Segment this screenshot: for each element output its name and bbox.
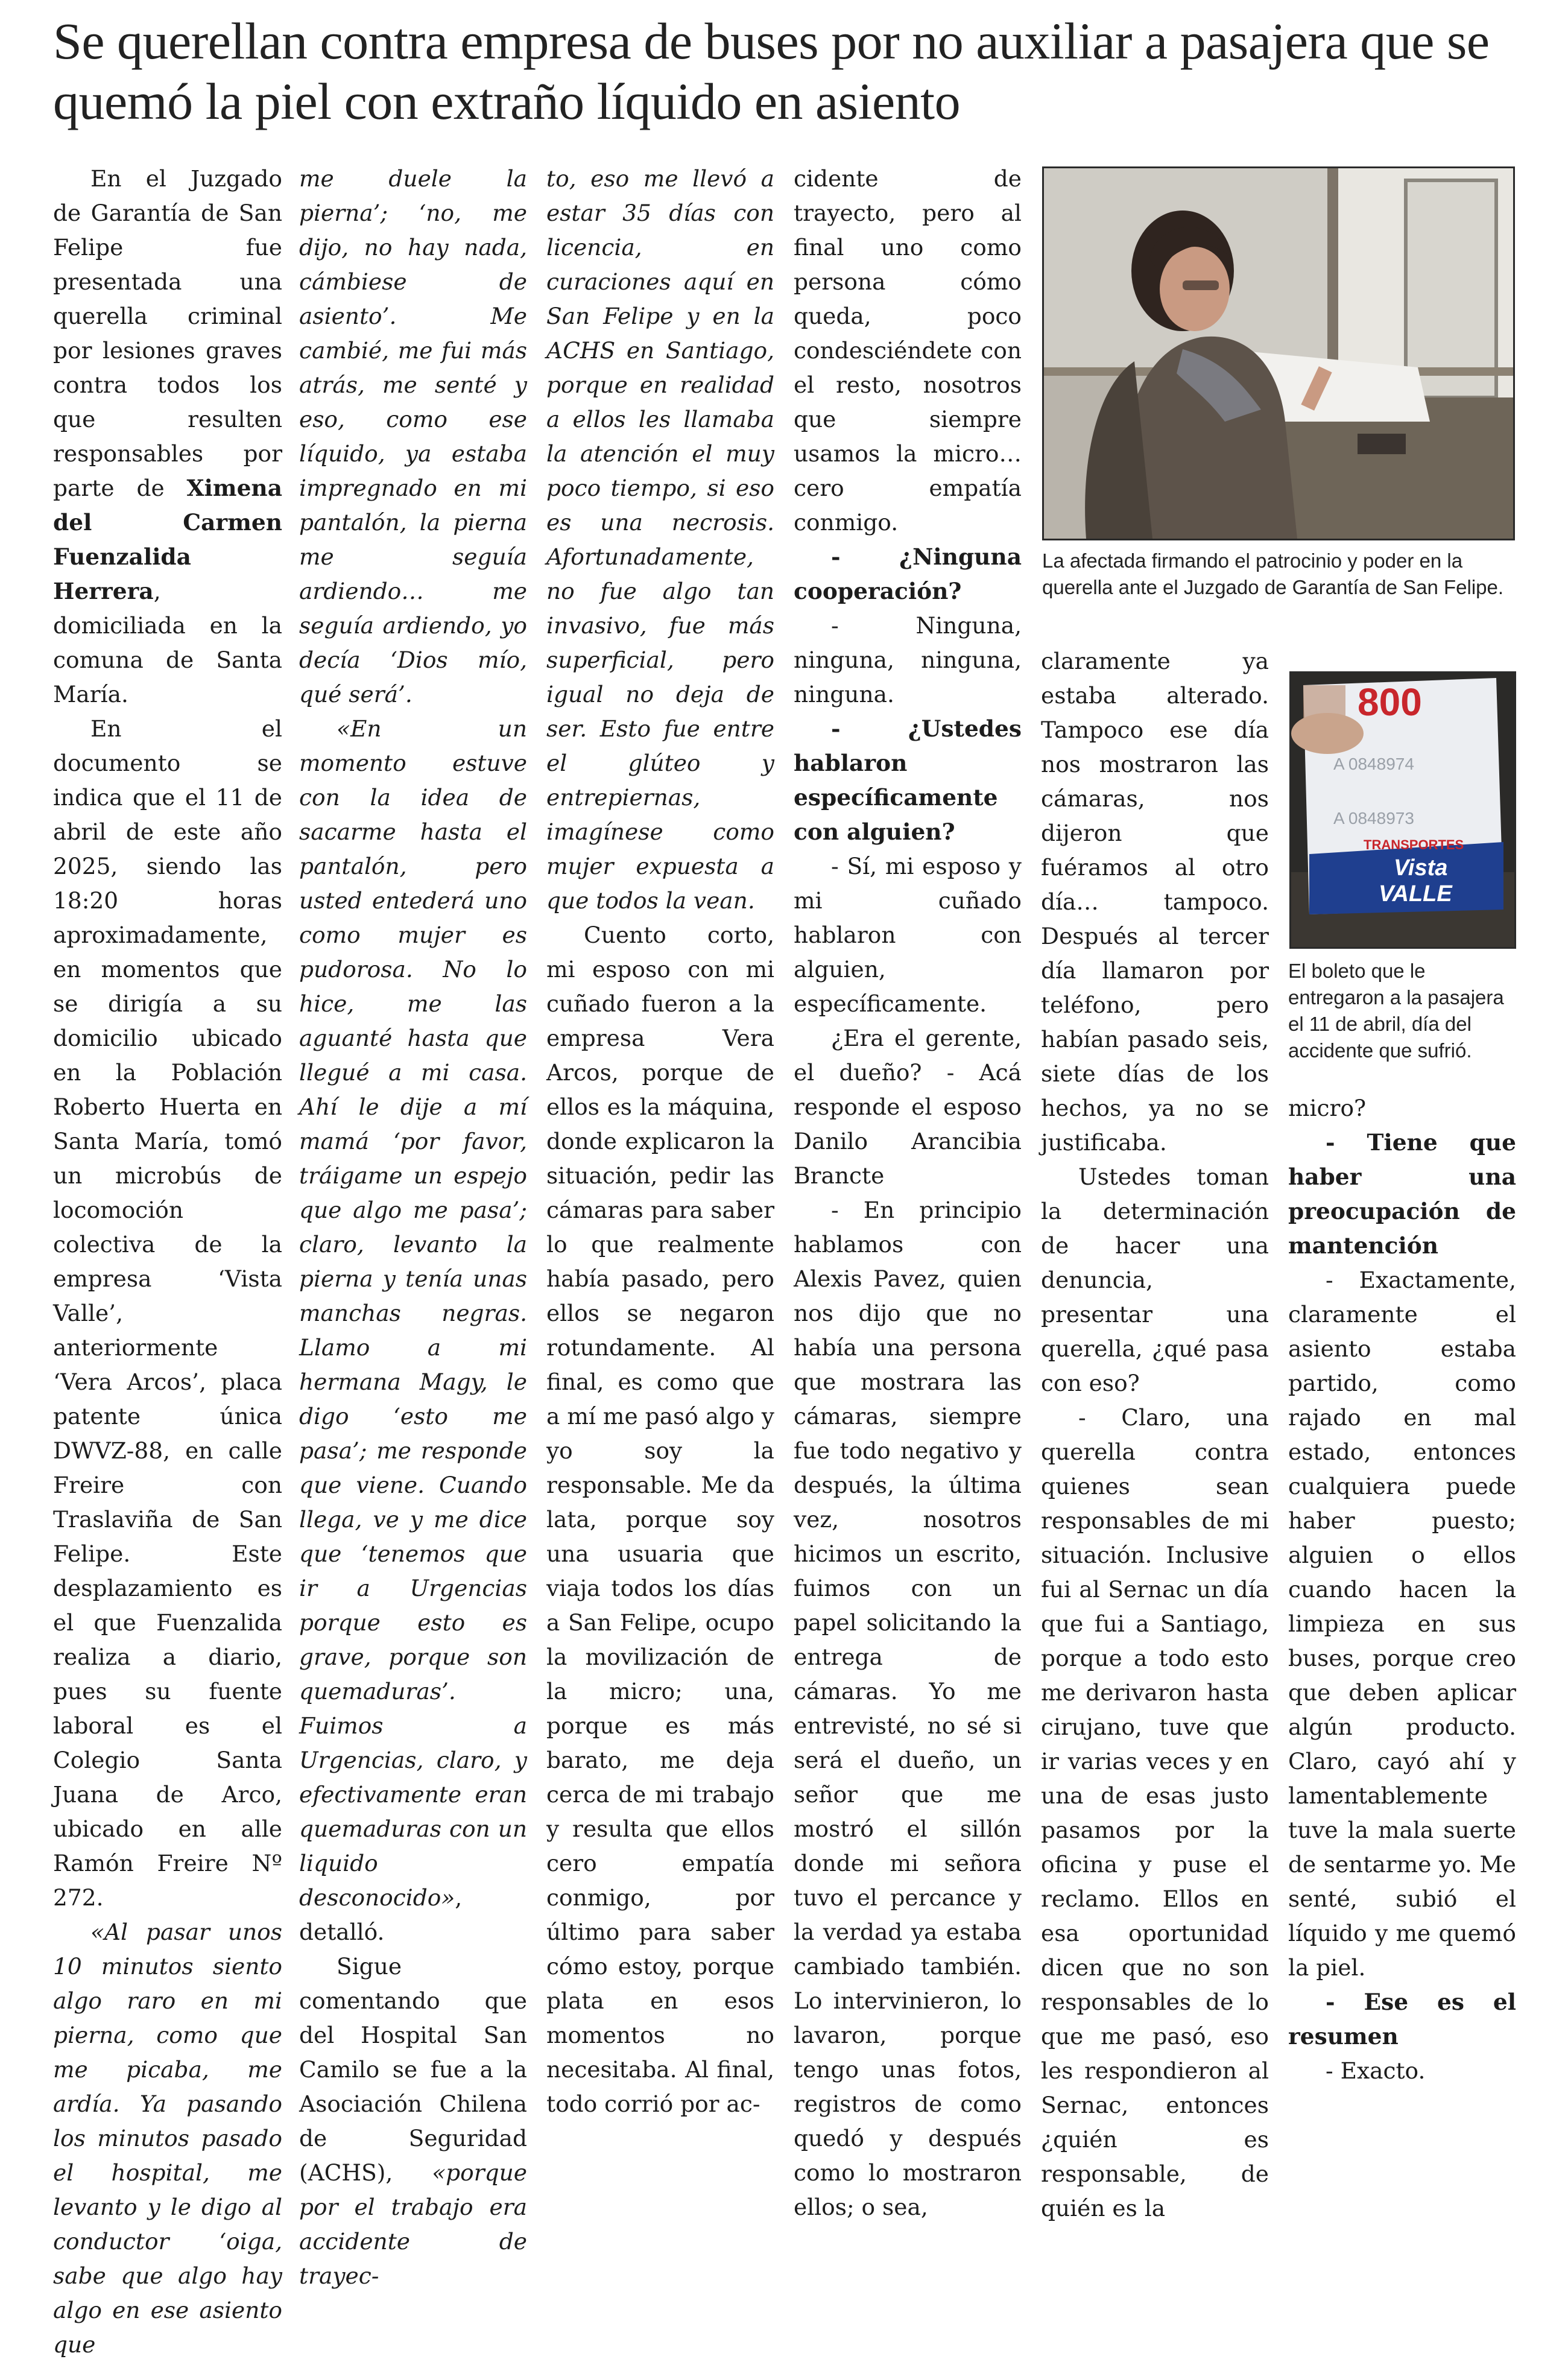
- ticket-brand: Vista: [1394, 855, 1448, 881]
- photo-woman-signing: [1042, 166, 1515, 540]
- article-column-1: [53, 162, 282, 2362]
- interview-question: - Ese es el resumen: [1288, 1989, 1516, 2050]
- article-column-4: [794, 162, 1022, 2224]
- quote-paragraph: «En un momento estuve con la idea de sacarme hasta el pantalón, pero usted entederá uno como mujer es pudorosa. No lo hice, me las aguanté hasta que llegué a mi casa. Ahí le dije a mí mamá ‘por favor, tráigame un espejo que algo me pasa’; claro, levanto la pierna y tenía unas manchas negras. Llamo a mi hermana Magy, le digo ‘esto me pasa’; me responde que viene. Cuando llega, ve y me dice que ‘tenemos que ir a Urgencias porque esto es grave, porque son quemaduras’. Fuimos a Urgencias, claro, y efectivamente eran quemaduras con un liquido desconocido», detalló.: [299, 715, 527, 1945]
- paragraph: cidente de trayecto, pero al final uno como persona cómo queda, poco condesciéndete con el resto, nosotros que siempre usamos la micro… cero empatía conmigo.: [794, 165, 1022, 536]
- ticket-number: A 0848973: [1333, 809, 1414, 828]
- paragraph: - Exactamente, claramente el asiento estaba partido, como rajado en mal estado, entonces cualquiera puede haber puesto; alguien o ellos cuando hacen la limpieza en sus buses, porque creo que deben aplicar algún producto. Claro, cayó ahí y lamentablemente tuve la mala suerte de sentarme yo. Me senté, subió el líquido y me quemó la piel.: [1288, 1267, 1516, 1981]
- plaintiff-name: Ximena del Carmen Fuenzalida Herrera: [53, 475, 282, 604]
- photo-woman-signing-image: [1044, 168, 1513, 539]
- ticket-brand: VALLE: [1379, 881, 1452, 907]
- photo-caption: La afectada firmando el patrocinio y poder en la querella ante el Juzgado de Garantía de San Felipe.: [1042, 549, 1504, 598]
- article-column-5: [1041, 644, 1269, 2226]
- ticket-price: 800: [1358, 680, 1422, 724]
- interview-question: - Tiene que haber una preocupación de mantención: [1288, 1129, 1516, 1259]
- interview-question: - ¿Ustedes hablaron específicamente con alguien?: [794, 715, 1022, 845]
- paragraph: - Claro, una querella contra quienes sean responsables de mi situación. Inclusive fui al Sernac un día que fui a Santiago, porque a todo esto me derivaron hasta cirujano, tuve que ir varias veces y en una de esas justo pasamos por la oficina y puse el reclamo. Ellos en esa oportunidad dicen que no son responsables de lo que me pasó, eso les respondieron al Sernac, entonces ¿quién es responsable, de quién es la: [1041, 1404, 1269, 2221]
- quote-paragraph: me duele la pierna’; ‘no, me dijo, no hay nada, cámbiese de asiento’. Me cambié, me fui más atrás, me senté y eso, como ese líquido, ya estaba impregnado en mi pantalón, la pierna me seguía ardiendo… me seguía ardiendo, yo decía ‘Dios mío, qué será’.: [299, 165, 527, 708]
- interview-question: - ¿Ninguna cooperación?: [794, 543, 1022, 604]
- ticket-label: TRANSPORTES: [1364, 837, 1464, 852]
- paragraph: claramente ya estaba alterado. Tampoco ese día nos mostraron las cámaras, nos dijeron que fuéramos al otro día… tampoco. Después al tercer día llamaron por teléfono, pero habían pasado seis, siete días de los hechos, ya no se justificaba.: [1041, 648, 1269, 1156]
- ticket-number: A 0848974: [1333, 755, 1414, 773]
- ticket-caption: El boleto que le entregaron a la pasajera el 11 de abril, día del accidente que sufrió.: [1288, 960, 1504, 1062]
- paragraph: En el Juzgado de Garantía de San Felipe fue presentada una querella criminal por lesiones graves contra todos los que resulten responsables por parte de Ximena del Carmen Fuenzalida Herrera, domiciliada en la comuna de Santa María.: [53, 165, 282, 708]
- photo-bus-ticket: [1289, 671, 1516, 949]
- article-column-6: [1288, 1091, 1516, 2088]
- bus-ticket-image: [1291, 673, 1514, 947]
- paragraph: Sigue comentando que del Hospital San Camilo se fue a la Asociación Chilena de Seguridad (ACHS), «porque por el trabajo era accidente de trayec-: [299, 1953, 527, 2289]
- paragraph: - Sí, mi esposo y mi cuñado hablaron con alguien, específicamente.: [794, 853, 1022, 1017]
- paragraph: Ustedes toman la determinación de hacer una denuncia, presentar una querella, ¿qué pasa con eso?: [1041, 1164, 1269, 1396]
- headline: Se querellan contra empresa de buses por no auxiliar a pasajera que se quemó la piel con extraño líquido en asiento: [53, 12, 1490, 130]
- paragraph: micro?: [1288, 1095, 1367, 1121]
- paragraph: En el documento se indica que el 11 de abril de este año 2025, siendo las 18:20 horas aproximadamente, en momentos que se dirigía a su domicilio ubicado en la Población Roberto Huerta en Santa María, tomó un microbús de locomoción colectiva de la empresa ‘Vista Valle’, anteriormente ‘Vera Arcos’, placa patente única DWVZ-88, en calle Freire con Traslaviña de San Felipe. Este desplazamiento es el que Fuenzalida realiza a diario, pues su fuente laboral es el Colegio Santa Juana de Arco, ubicado en alle Ramón Freire Nº 272.: [53, 715, 282, 1911]
- paragraph: - En principio hablamos con Alexis Pavez, quien nos dijo que no había una persona que mostrara las cámaras, siempre fue todo negativo y después, la última vez, nosotros hicimos un escrito, fuimos con un papel solicitando la entrega de cámaras. Yo me entrevisté, no sé si será el dueño, un señor que me mostró el sillón donde mi señora tuvo el percance y la verdad ya estaba cambiado también. Lo intervinieron, lo lavaron, porque tengo unas fotos, registros de como quedó y después como lo mostraron ellos; o sea,: [794, 1197, 1022, 2220]
- quote-paragraph: to, eso me llevó a estar 35 días con licencia, en curaciones aquí en San Felipe y en la ACHS en Santiago, porque en realidad a ellos les llamaba la atención el muy poco tiempo, si eso es una necrosis. Afortunadamente, no fue algo tan invasivo, fue más superficial, pero igual no deja de ser. Esto fue entre el glúteo y entrepiernas, imagínese como mujer expuesta a que todos la vean.: [546, 165, 774, 914]
- paragraph: Cuento corto, mi esposo con mi cuñado fueron a la empresa Vera Arcos, porque de ellos es la máquina, donde explicaron la situación, pedir las cámaras para saber lo que realmente había pasado, pero ellos se negaron rotundamente. Al final, es como que a mí me pasó algo y yo soy la responsable. Me da lata, porque soy una usuaria que viaja todos los días a San Felipe, ocupo la movilización de la micro; una, porque es más barato, me deja cerca de mi trabajo y resulta que ellos cero empatía conmigo, por último para saber cómo estoy, porque plata en esos momentos no necesitaba. Al final, todo corrió por ac-: [546, 922, 774, 2117]
- paragraph: - Exacto.: [1326, 2057, 1426, 2084]
- quote-paragraph: «Al pasar unos 10 minutos siento algo raro en mi pierna, como que me picaba, me ardía. Ya pasando los minutos pasado el hospital, me levanto y le digo al conductor ‘oiga, sabe que algo hay algo en ese asiento que: [53, 1919, 282, 2358]
- article-column-3: [546, 162, 774, 2121]
- article-column-2: [299, 162, 527, 2293]
- paragraph: - Ninguna, ninguna, ninguna, ninguna.: [794, 612, 1022, 708]
- paragraph: ¿Era el gerente, el dueño? - Acá responde el esposo Danilo Arancibia Brancte: [794, 1025, 1022, 1189]
